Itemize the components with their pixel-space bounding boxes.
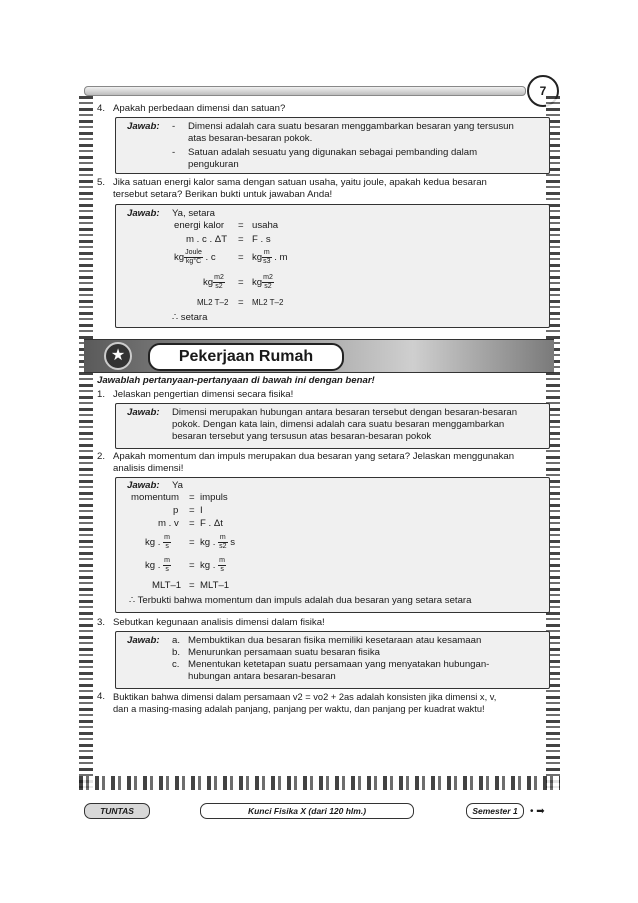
q5-therefore: ∴ setara [172, 312, 208, 323]
q5-row1-eq: = [238, 220, 244, 231]
h1-question: Jelaskan pengertian dimensi secara fisika! [113, 389, 294, 400]
q5-row4-right [252, 273, 274, 293]
h3-jawab-label: Jawab: [127, 635, 160, 646]
h3-item-c-line2: hubungan antara besaran-besaran [188, 671, 336, 682]
h2-row5-rkg: kg . [200, 560, 216, 571]
h2-row4-rfraction [218, 534, 227, 551]
q5-row3-eq: = [238, 252, 244, 263]
q4-dash-1: - [172, 121, 176, 132]
q5-row1-right: usaha [252, 220, 279, 231]
q5-row4-rkg: kg [252, 277, 263, 288]
q5-row4-rfraction [262, 274, 274, 291]
page-number: 7 [527, 75, 559, 107]
bottom-border-ornament [79, 776, 560, 790]
h2-row4-rfrac-num: m [219, 533, 226, 541]
q5-row3-c: . c [205, 252, 216, 263]
h2-row2-left: p [173, 505, 179, 516]
q5-row2-eq: = [238, 234, 244, 245]
h3-label-c: c. [172, 659, 180, 670]
h2-row1-right: impuls [200, 492, 228, 503]
h2-row5-kg: kg . [145, 560, 161, 571]
h4-question-line1: Buktikan bahwa dimensi dalam persamaan v2 = vo2 + 2as adalah konsisten jika dimensi x, v, [113, 692, 497, 702]
h2-row5-frac-num: m [164, 556, 170, 564]
footer-tuntas: TUNTAS [84, 803, 150, 819]
h2-question-line1: Apakah momentum dan impuls merupakan dua besaran yang setara? Jelaskan menggunakan [113, 451, 515, 462]
h3-question: Sebutkan kegunaan analisis dimensi dalam fisika! [113, 617, 325, 628]
h2-row1-left: momentum [131, 492, 179, 503]
q4-answer-2-line1: Satuan adalah sesuatu yang digunakan sebagai pembanding dalam [188, 147, 478, 158]
q5-number: 5. [97, 177, 106, 188]
h2-row3-eq: = [189, 518, 195, 529]
h2-row5-frac-den: s [165, 565, 169, 573]
h4-number: 4. [97, 691, 106, 702]
q5-row4-rfrac-num: m2 [263, 273, 273, 281]
h2-row2-right: I [200, 505, 203, 516]
h1-answer-line3: besaran tersebut yang tersusun atas besaran-besaran pokok [172, 431, 432, 442]
h2-row1-eq: = [189, 492, 195, 503]
h3-label-b: b. [172, 647, 181, 658]
h2-row6-left: MLT–1 [152, 580, 182, 591]
h2-row4-rkg: kg . [200, 537, 216, 548]
q5-row2-right: F . s [252, 234, 271, 245]
h2-row4-rfrac-den: s2 [219, 542, 227, 550]
arrow-right-icon: • ➡ [530, 806, 545, 817]
h2-row2-eq: = [189, 505, 195, 516]
left-border-ornament [79, 96, 93, 788]
h3-item-a: Membuktikan dua besaran fisika memiliki kesetaraan atau kesamaan [188, 635, 482, 646]
h2-row5-eq: = [189, 560, 195, 571]
q5-row4-fraction [213, 274, 225, 291]
instruction: Jawablah pertanyaan-pertanyaan di bawah ini dengan benar! [97, 375, 375, 386]
h2-row5-left [145, 556, 171, 576]
q5-row4-kg: kg [203, 277, 214, 288]
q5-row3-fraction [184, 249, 203, 266]
h1-answer-line2: pokok. Dengan kata lain, dimensi adalah cara suatu besaran menggambarkan [172, 419, 505, 430]
h3-label-a: a. [172, 635, 181, 646]
h2-row5-right [200, 556, 226, 576]
q5-row2-left: m . c . ΔT [186, 234, 228, 245]
q5-row4-eq: = [238, 277, 244, 288]
h2-row5-rfraction [218, 557, 226, 574]
h2-row4-eq: = [189, 537, 195, 548]
h2-row4-frac-den: s [165, 542, 169, 550]
q5-question-line2: tersebut setara? Berikan bukti untuk jawaban Anda! [113, 189, 333, 200]
h1-jawab-label: Jawab: [127, 407, 160, 418]
h2-row5-fraction [163, 557, 171, 574]
h3-number: 3. [97, 617, 106, 628]
q5-row3-kg: kg [174, 252, 185, 263]
section-title: Pekerjaan Rumah [148, 343, 344, 371]
q5-row3-frac-den: kg°C [185, 257, 202, 265]
q4-dash-2: - [172, 147, 176, 158]
q4-answer-2-line2: pengukuran [188, 159, 239, 170]
q5-jawab-label: Jawab: [127, 208, 160, 219]
q5-row4-frac-den: s2 [215, 282, 223, 290]
q5-row3-rfrac-num: m [263, 248, 270, 256]
h2-row4-rs: s [230, 537, 236, 548]
q4-number: 4. [97, 103, 106, 114]
q5-row3-left [174, 248, 216, 268]
q5-row3-rfraction [262, 249, 271, 266]
top-border-bar [84, 86, 526, 96]
h2-row4-fraction [163, 534, 171, 551]
h2-jawab-label: Jawab: [127, 480, 160, 491]
q5-row3-right [252, 248, 288, 268]
h4-question-line2: dan a masing-masing adalah panjang, panjang per waktu, dan panjang per kuadrat waktu! [113, 704, 485, 714]
h2-question-line2: analisis dimensi! [113, 463, 184, 474]
q5-row3-rm: . m [274, 252, 288, 263]
h1-answer-line1: Dimensi merupakan hubungan antara besaran tersebut dengan besaran-besaran [172, 407, 518, 418]
q5-row4-rfrac-den: s2 [264, 282, 272, 290]
h2-row3-left: m . v [158, 518, 179, 529]
q4-question: Apakah perbedaan dimensi dan satuan? [113, 103, 286, 114]
h2-answer-box [115, 477, 550, 613]
star-icon: ★ [104, 342, 132, 370]
h2-row6-eq: = [189, 580, 195, 591]
footer-book-title: Kunci Fisika X (dari 120 hlm.) [200, 803, 414, 819]
h2-row4-right [200, 533, 235, 553]
footer-semester: Semester 1 [466, 803, 524, 819]
h2-row6-right: MLT–1 [200, 580, 230, 591]
h2-row4-kg: kg . [145, 537, 161, 548]
q5-row4-left [203, 273, 225, 293]
q4-jawab-label: Jawab: [127, 121, 160, 132]
h2-row4-frac-num: m [164, 533, 170, 541]
q4-answer-1-line1: Dimensi adalah cara suatu besaran menggambarkan besaran yang tersusun [188, 121, 514, 132]
q5-row1-left: energi kalor [174, 220, 225, 231]
h2-number: 2. [97, 451, 106, 462]
q5-row4-frac-num: m2 [214, 273, 224, 281]
h2-row5-rfrac-den: s [220, 565, 224, 573]
q5-row5-right: ML2 T–2 [252, 298, 284, 307]
q5-row3-frac-num: Joule [185, 248, 202, 256]
h3-item-c-line1: Menentukan ketetapan suatu persamaan yang menyatakan hubungan- [188, 659, 490, 670]
q5-row5-left: ML2 T–2 [197, 298, 229, 307]
q5-answer-yes: Ya, setara [172, 208, 216, 219]
h2-answer-yes: Ya [172, 480, 184, 491]
h2-row3-right: F . Δt [200, 518, 223, 529]
q5-row3-rkg: kg [252, 252, 263, 263]
h2-row4-left [145, 533, 171, 553]
h1-number: 1. [97, 389, 106, 400]
q5-question-line1: Jika satuan energi kalor sama dengan satuan usaha, yaitu joule, apakah kedua besaran [113, 177, 487, 188]
q5-row5-eq: = [238, 297, 244, 308]
h2-row5-rfrac-num: m [219, 556, 225, 564]
q4-answer-1-line2: atas besaran-besaran pokok. [188, 133, 313, 144]
h3-item-b: Menurunkan persamaan suatu besaran fisika [188, 647, 380, 658]
h2-conclusion: ∴ Terbukti bahwa momentum dan impuls adalah dua besaran yang setara setara [129, 595, 472, 606]
q5-row3-rfrac-den: s3 [263, 257, 271, 265]
